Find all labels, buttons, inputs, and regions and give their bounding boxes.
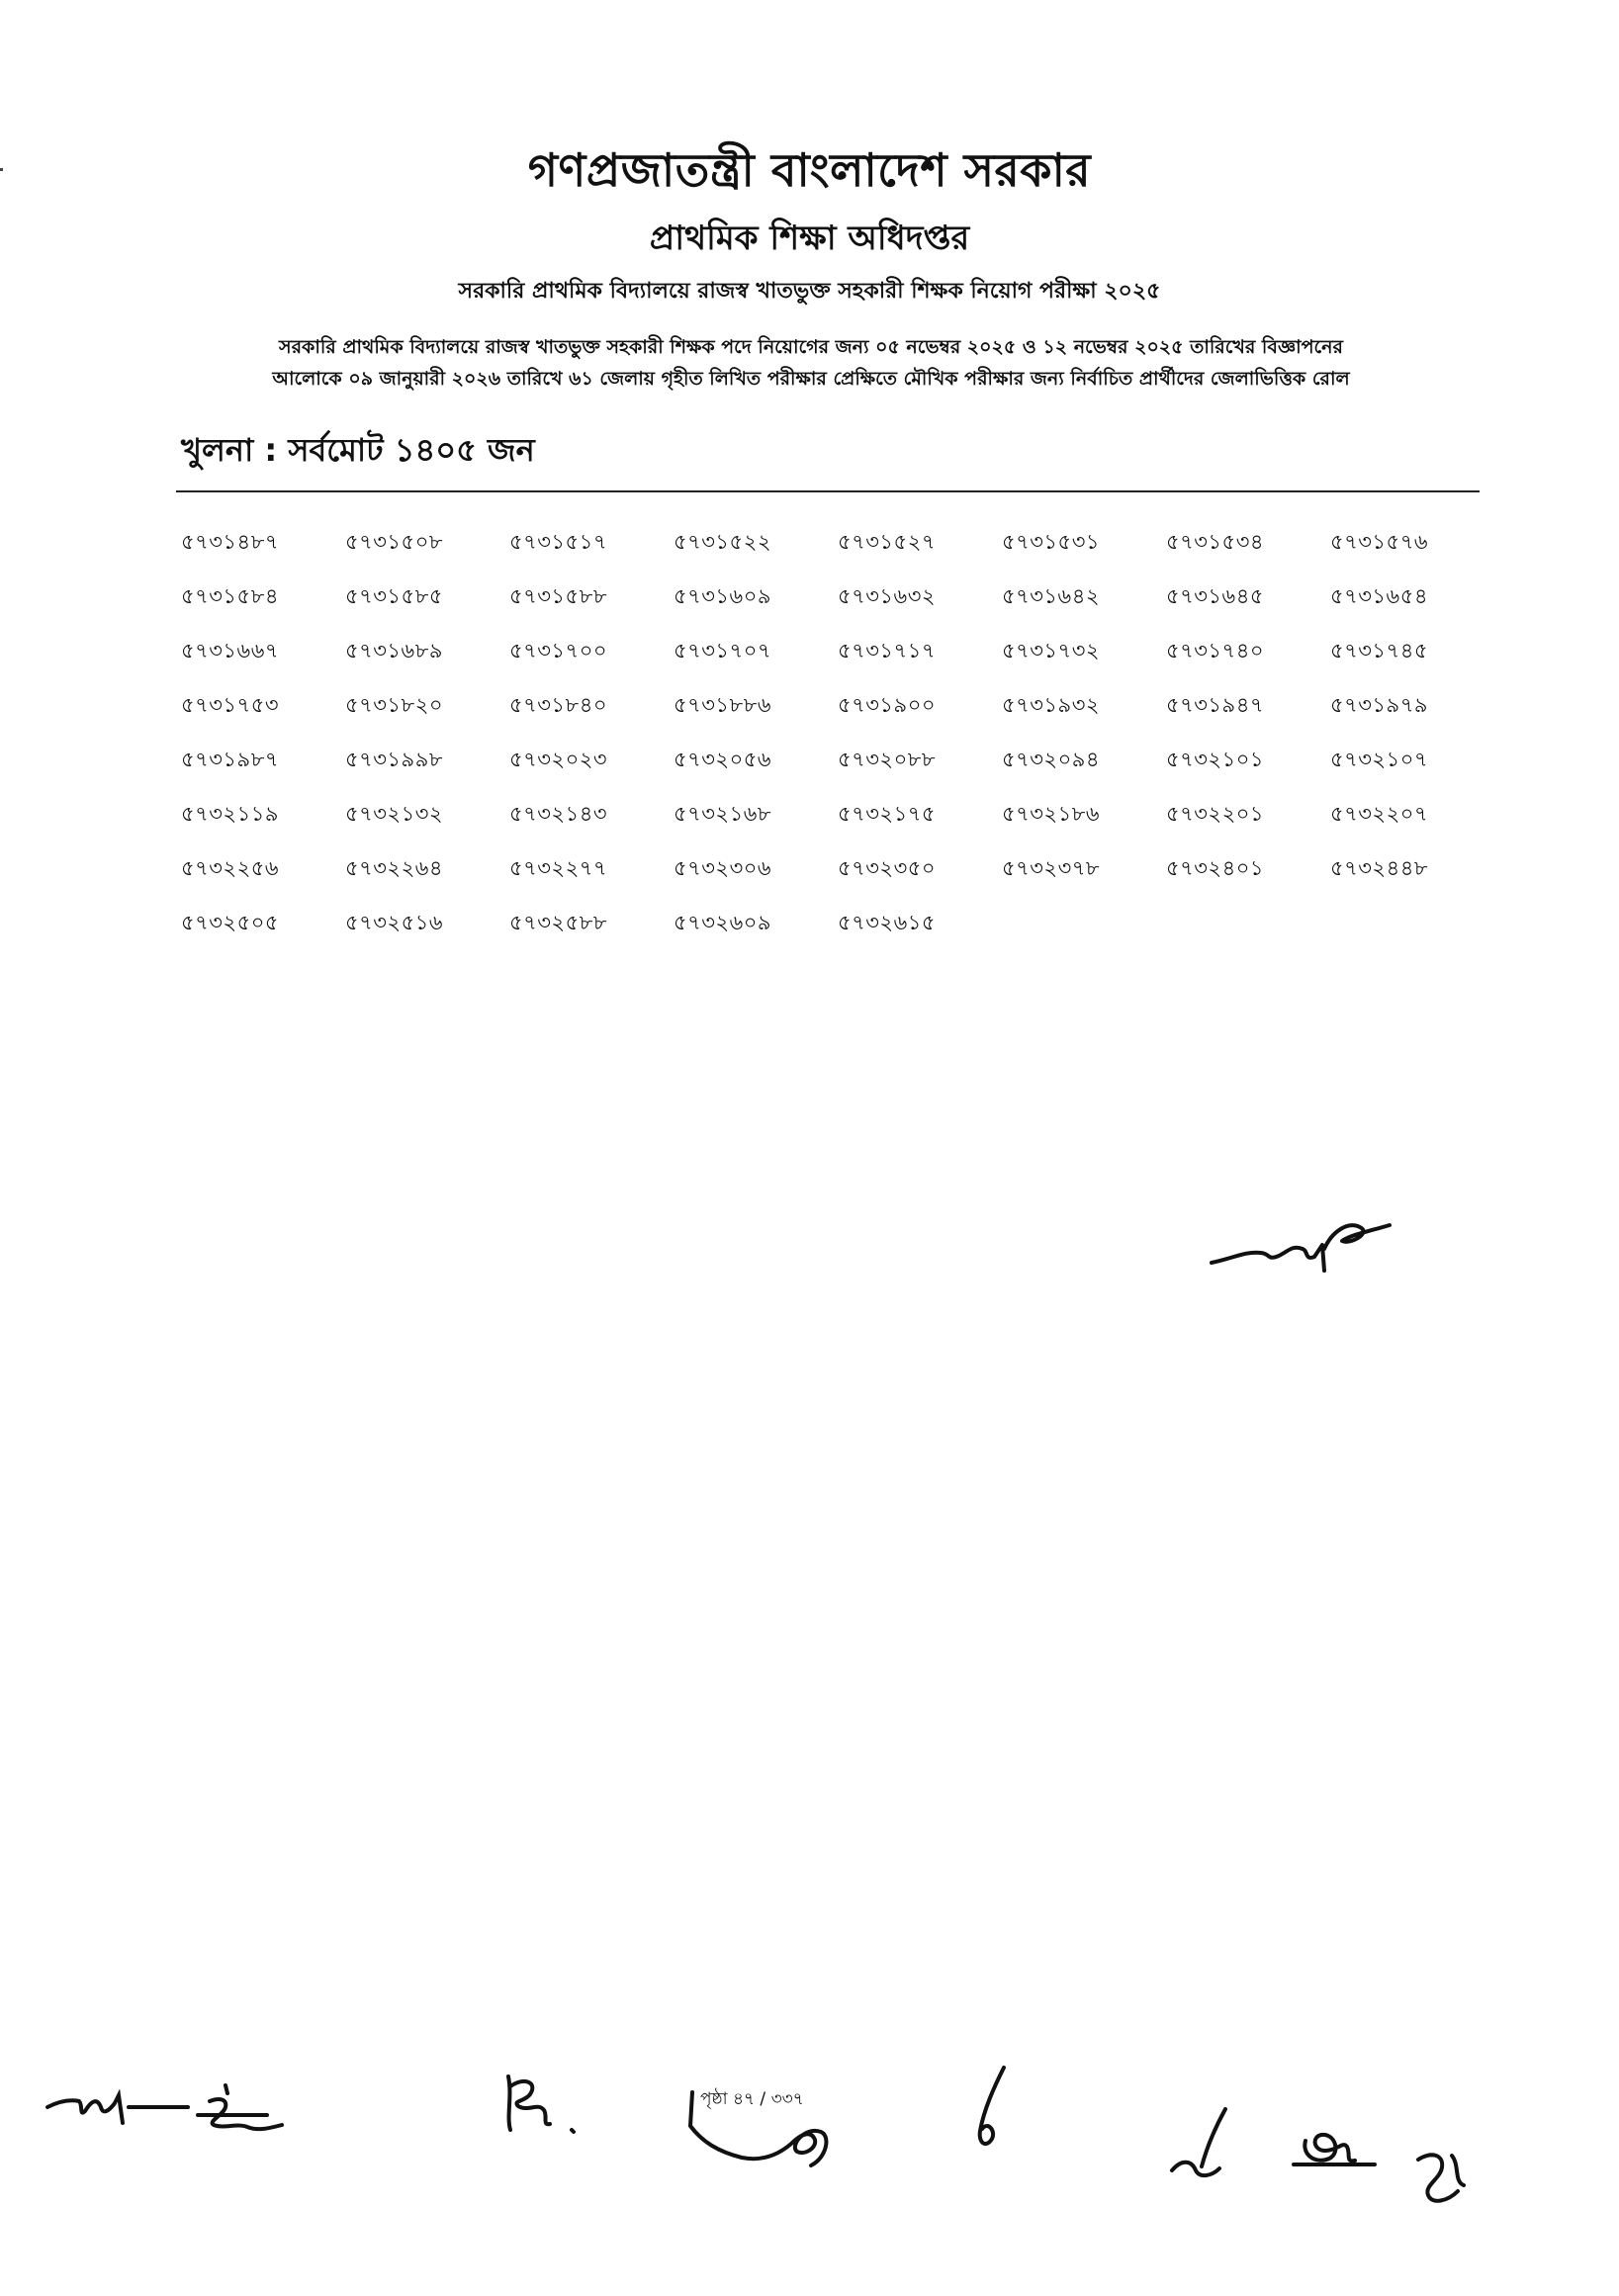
signature-footer-7 <box>1404 2136 1484 2215</box>
roll-number: ৫৭৩১৪৮৭ <box>181 530 279 554</box>
roll-number: ৫৭৩২২৭৭ <box>509 856 608 880</box>
notice-line: আলোকে ০৯ জানুয়ারী ২০২৬ তারিখে ৬১ জেলায় গৃহীত লিখিত পরীক্ষার প্রেক্ষিতে মৌখিক পরীক্ষার জন্য নির্বাচিত প্রার্থীদের জেলাভিত্তিক রোল <box>272 368 1350 390</box>
roll-number: ৫৭৩১৫১৭ <box>509 530 607 554</box>
roll-number: ৫৭৩১৮২০ <box>345 693 443 717</box>
roll-number: ৫৭৩২৪৪৮ <box>1330 856 1428 880</box>
signature-footer-2 <box>495 2067 603 2146</box>
roll-number-grid <box>181 526 1477 939</box>
roll-number: ৫৭৩১৬৬৭ <box>181 639 280 662</box>
roll-number: ৫৭৩১৫৮৪ <box>181 584 279 608</box>
roll-number: ৫৭৩১৬৫৪ <box>1330 584 1428 608</box>
roll-number: ৫৭৩২১৭৫ <box>838 802 936 826</box>
divider <box>176 490 1480 492</box>
roll-number: ৫৭৩১৭০০ <box>509 639 608 662</box>
roll-number: ৫৭৩১৯০০ <box>838 693 936 717</box>
roll-number: ৫৭৩১৬৪২ <box>1002 584 1100 608</box>
signature-footer-6 <box>1286 2111 1394 2180</box>
roll-number: ৫৭৩১৫০৮ <box>345 530 443 554</box>
roll-number: ৫৭৩২০৫৬ <box>674 748 772 771</box>
signature-footer-4 <box>964 2062 1024 2170</box>
signature-footer-1 <box>40 2072 297 2151</box>
roll-number: ৫৭৩২১১৯ <box>181 802 279 826</box>
roll-number: ৫৭৩১৯৭৯ <box>1330 693 1428 717</box>
roll-number: ৫৭৩১৭৫৩ <box>181 693 279 717</box>
roll-number: ৫৭৩১৭৩২ <box>1002 639 1101 662</box>
roll-number: ৫৭৩১৫৩১ <box>1002 530 1100 554</box>
roll-number: ৫৭৩২৫০৫ <box>181 911 279 934</box>
signature-footer-3 <box>682 2086 860 2175</box>
roll-number: ৫৭৩১৫৩৪ <box>1166 530 1264 554</box>
roll-number: ৫৭৩১৫৮৫ <box>345 584 443 608</box>
roll-number: ৫৭৩১৬৩২ <box>838 584 937 608</box>
roll-number: ৫৭৩২২০১ <box>1166 802 1265 826</box>
roll-number: ৫৭৩১৬৪৫ <box>1166 584 1264 608</box>
roll-number: ৫৭৩২৩৫০ <box>838 856 937 880</box>
roll-number: ৫৭৩১৫৭৬ <box>1330 530 1428 554</box>
roll-number: ৫৭৩১৮৪০ <box>509 693 607 717</box>
roll-number: ৫৭৩২২৫৬ <box>181 856 280 880</box>
page-number: পৃষ্ঠা ৪৭ / ৩৩৭ <box>700 2089 804 2109</box>
roll-number: ৫৭৩২৩০৬ <box>674 856 772 880</box>
roll-number: ৫৭৩২১৪৩ <box>509 802 607 826</box>
roll-number: ৫৭৩১৯৯৮ <box>345 748 443 771</box>
roll-number: ৫৭৩২০৯৪ <box>1002 748 1100 771</box>
roll-number: ৫৭৩১৯৪৭ <box>1166 693 1264 717</box>
roll-number: ৫৭৩১৬০৯ <box>674 584 771 608</box>
district-heading: খুলনা : সর্বমোট ১৪০৫ জন <box>181 431 535 469</box>
roll-number: ৫৭৩২৫১৬ <box>345 911 443 934</box>
roll-number: ৫৭৩১৯৩২ <box>1002 693 1100 717</box>
roll-number: ৫৭৩১৫৮৮ <box>509 584 607 608</box>
exam-title: সরকারি প্রাথমিক বিদ্যালয়ে রাজস্ব খাতভুক্ত সহকারী শিক্ষক নিয়োগ পরীক্ষা ২০২৫ <box>458 279 1161 304</box>
roll-number: ৫৭৩২০২৩ <box>509 748 608 771</box>
roll-number: ৫৭৩১৫২৭ <box>838 530 936 554</box>
roll-number: ৫৭৩১৭৪৫ <box>1330 639 1428 662</box>
roll-number: ৫৭৩১৬৮৯ <box>345 639 443 662</box>
roll-number: ৫৭৩১৭৪০ <box>1166 639 1264 662</box>
roll-number: ৫৭৩১৭১৭ <box>838 639 936 662</box>
signature-right <box>1202 1201 1399 1280</box>
roll-number: ৫৭৩১৫২২ <box>674 530 771 554</box>
roll-number: ৫৭৩২১০৭ <box>1330 748 1429 771</box>
roll-number: ৫৭৩২১৩২ <box>345 802 444 826</box>
roll-number: ৫৭৩২০৮৮ <box>838 748 936 771</box>
roll-number: ৫৭৩২১০১ <box>1166 748 1264 771</box>
signature-footer-5 <box>1162 2101 1251 2190</box>
roll-number: ৫৭৩২৫৮৮ <box>509 911 607 934</box>
roll-number: ৫৭৩১৯৮৭ <box>181 748 279 771</box>
department-title: প্রাথমিক শিক্ষা অধিদপ্তর <box>649 219 970 258</box>
roll-number: ৫৭৩২১৮৬ <box>1002 802 1100 826</box>
notice-text <box>183 331 1439 395</box>
roll-number: ৫৭৩২১৬৮ <box>674 802 771 826</box>
roll-number: ৫৭৩২২০৭ <box>1330 802 1429 826</box>
roll-number: ৫৭৩২৬০৯ <box>674 911 772 934</box>
roll-number: ৫৭৩২৩৭৮ <box>1002 856 1101 880</box>
roll-number: ৫৭৩১৮৮৬ <box>674 693 771 717</box>
roll-number: ৫৭৩২৪০১ <box>1166 856 1264 880</box>
roll-number: ৫৭৩২৬১৫ <box>838 911 936 934</box>
roll-number: ৫৭৩১৭০৭ <box>674 639 772 662</box>
notice-line: সরকারি প্রাথমিক বিদ্যালয়ে রাজস্ব খাতভুক্ত সহকারী শিক্ষক পদে নিয়োগের জন্য ০৫ নভেম্বর ২০২৫ ও ১২ নভেম্বর ২০২৫ তারিখের বিজ্ঞাপনের <box>279 336 1343 358</box>
roll-number: ৫৭৩২২৬৪ <box>345 856 444 880</box>
government-title: গণপ্রজাতন্ত্রী বাংলাদেশ সরকার <box>527 143 1092 197</box>
